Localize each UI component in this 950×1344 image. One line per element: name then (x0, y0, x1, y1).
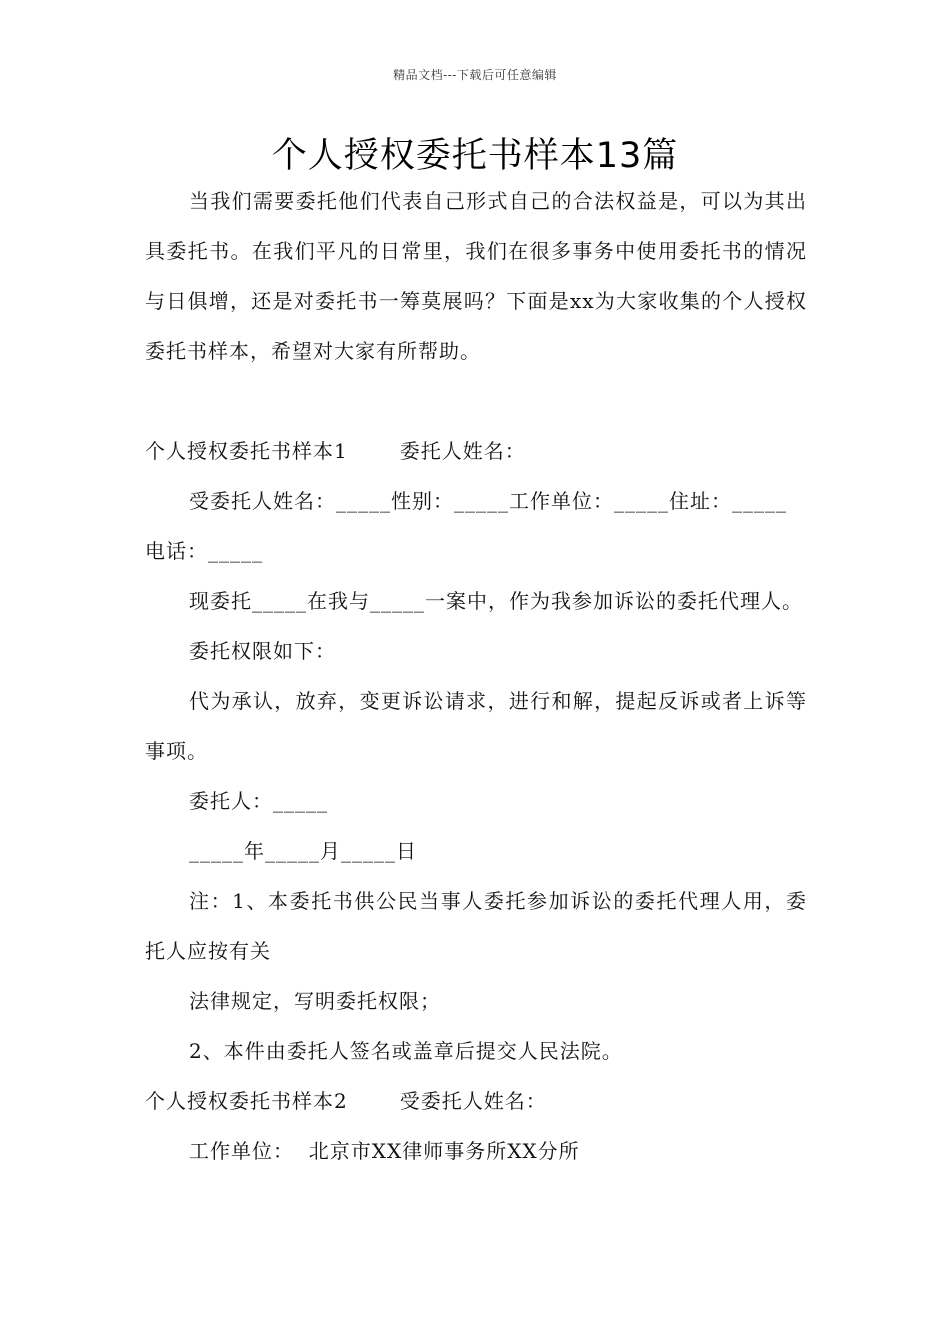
sample1-fields-line: 受委托人姓名：_____性别：_____工作单位：_____住址：_____电话：_____ (145, 489, 787, 563)
sample1-note2: 2、本件由委托人签名或盖章后提交人民法院。 (189, 1039, 623, 1063)
sample1-date-line: _____年_____月_____日 (189, 839, 417, 863)
sample2-work-unit: 工作单位： 北京市XX律师事务所XX分所 (189, 1139, 580, 1163)
header-note: 精品文档---下载后可任意编辑 (393, 68, 557, 82)
sample1-heading: 个人授权委托书样本1 (145, 439, 348, 463)
sample1-scope-text: 代为承认，放弃，变更诉讼请求，进行和解，提起反诉或者上诉等事项。 (145, 689, 807, 763)
sample2-heading: 个人授权委托书样本2 (145, 1089, 348, 1113)
sample1-case-line: 现委托_____在我与_____一案中，作为我参加诉讼的委托代理人。 (189, 589, 803, 613)
sample2-heading-line (145, 1076, 807, 1126)
sample1-note1: 注：1、本委托书供公民当事人委托参加诉讼的委托代理人用，委托人应按有关 (145, 889, 807, 963)
sample1-scope-title: 委托权限如下： (189, 639, 336, 663)
sample1-heading-field: 委托人姓名： (399, 439, 526, 463)
sample1-heading-line (145, 426, 807, 476)
sample2-heading-field: 受委托人姓名： (399, 1089, 547, 1113)
sample1-principal: 委托人：_____ (189, 789, 328, 813)
intro-paragraph: 当我们需要委托他们代表自己形式自己的合法权益是，可以为其出具委托书。在我们平凡的日常里，我们在很多事务中使用委托书的情况与日俱增，还是对委托书一筹莫展吗？下面是xx为大家收集的个人授权委托书样本，希望对大家有所帮助。 (145, 189, 807, 363)
paragraph-gap (145, 376, 807, 426)
sample1-note1-continued: 法律规定，写明委托权限； (189, 989, 441, 1013)
document-title: 个人授权委托书样本13篇 (271, 136, 679, 176)
document-body (145, 176, 807, 1176)
